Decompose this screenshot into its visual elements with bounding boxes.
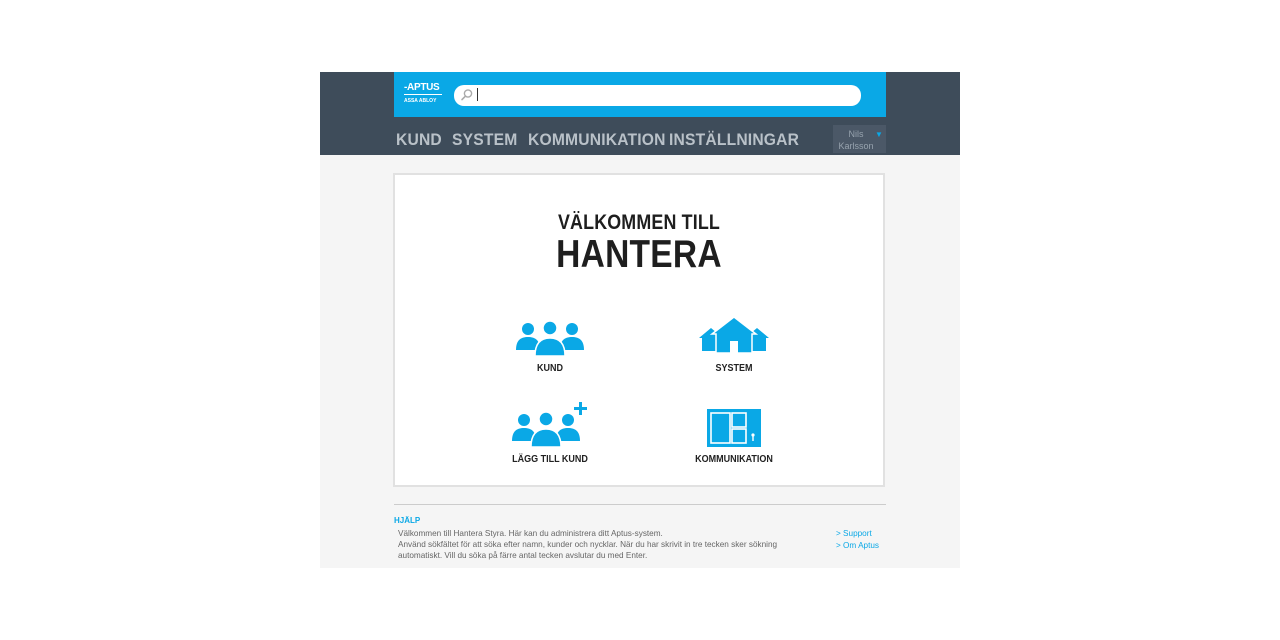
support-link[interactable]: > Support bbox=[836, 529, 872, 538]
user-last-name: Karlsson bbox=[838, 141, 874, 151]
divider bbox=[394, 504, 886, 505]
help-links bbox=[836, 528, 879, 551]
help-line: Använd sökfältet för att söka efter namn, kunder och nycklar. När du har skrivit in tre tecken sker sökning bbox=[398, 540, 778, 549]
app-window bbox=[320, 72, 960, 568]
help-line: automatiskt. Vill du söka på färre antal tecken avslutar du med Enter. bbox=[398, 551, 648, 560]
aptus-logo[interactable] bbox=[404, 82, 442, 108]
panel-icon bbox=[707, 409, 761, 447]
welcome-card bbox=[393, 173, 885, 487]
tile-add-kund-label: LÄGG TILL KUND bbox=[512, 454, 588, 465]
help-line: Välkommen till Hantera Styra. Här kan du administrera ditt Aptus-system. bbox=[398, 529, 663, 538]
user-first-name: Nils bbox=[848, 129, 864, 139]
tile-system[interactable] bbox=[669, 316, 799, 394]
welcome-heading-line2: HANTERA bbox=[556, 233, 722, 276]
tile-add-kund[interactable] bbox=[485, 401, 615, 479]
help-text bbox=[398, 528, 818, 561]
search-input[interactable] bbox=[454, 85, 861, 106]
logo-sub-text: ASSA ABLOY bbox=[404, 98, 437, 104]
text-caret bbox=[477, 88, 478, 101]
houses-icon bbox=[699, 316, 769, 354]
nav-item-kund[interactable]: KUND bbox=[396, 130, 442, 149]
nav-item-kommunikation[interactable]: KOMMUNIKATION bbox=[528, 130, 666, 149]
help-title: HJÄLP bbox=[394, 516, 421, 525]
brand-bar bbox=[394, 72, 886, 117]
tile-kommunikation[interactable] bbox=[669, 401, 799, 479]
top-bar bbox=[320, 72, 960, 155]
tile-kund[interactable] bbox=[485, 316, 615, 394]
nav-item-installningar[interactable]: INSTÄLLNINGAR bbox=[669, 130, 800, 149]
nav-item-system[interactable]: SYSTEM bbox=[452, 130, 518, 149]
logo-main-text: -APTUS bbox=[404, 82, 442, 95]
user-name bbox=[837, 128, 875, 152]
user-menu-button[interactable] bbox=[833, 125, 886, 153]
tile-kommunikation-label: KOMMUNIKATION bbox=[695, 454, 773, 465]
tile-system-label: SYSTEM bbox=[715, 363, 753, 374]
welcome-heading-line1: VÄLKOMMEN TILL bbox=[557, 211, 721, 234]
users-icon bbox=[515, 320, 585, 356]
about-aptus-link[interactable]: > Om Aptus bbox=[836, 540, 880, 550]
search-icon bbox=[460, 88, 474, 102]
add-user-icon bbox=[511, 401, 589, 447]
tile-kund-label: KUND bbox=[536, 363, 563, 374]
chevron-down-icon: ▼ bbox=[875, 130, 883, 139]
